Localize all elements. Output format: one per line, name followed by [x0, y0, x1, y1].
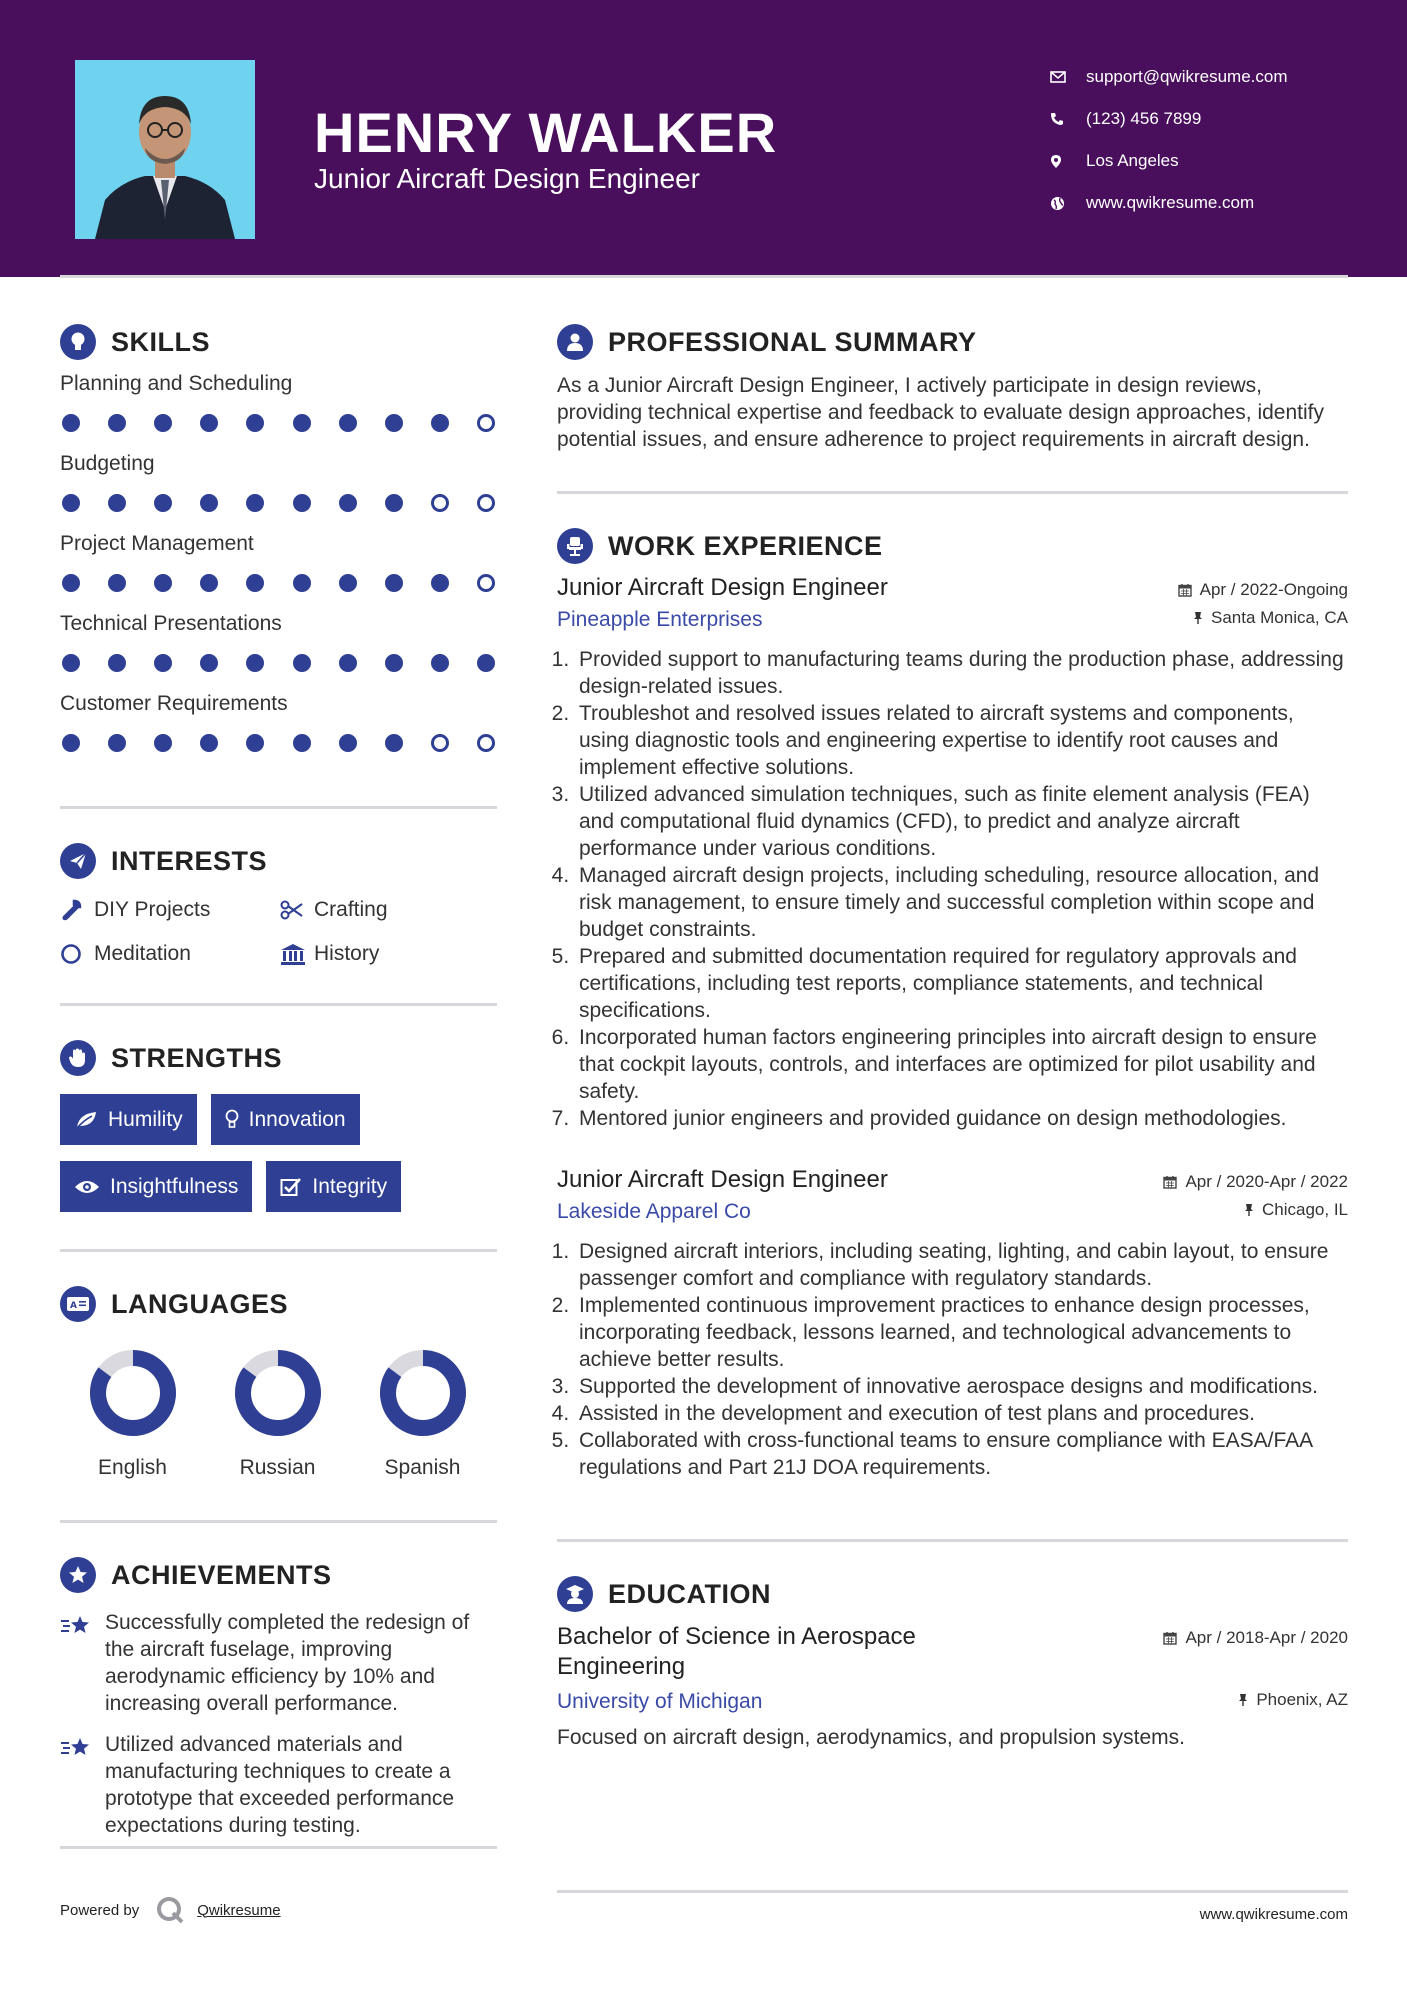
achievement-item: Successfully completed the redesign of the aircraft fuselage, improving aerodynamic efficiency by 10% and increasing overall performance.: [60, 1609, 497, 1717]
lightbulb-icon: [225, 1109, 239, 1131]
job-title: Junior Aircraft Design Engineer: [557, 574, 888, 601]
paper-plane-icon: [60, 843, 96, 879]
list-item: 5. Collaborated with cross-functional teams to ensure compliance with EASA/FAA regulations and Part 21J DOA requirements.: [575, 1427, 1348, 1481]
footer-powered-by: Powered by Qwikresume: [60, 1895, 281, 1925]
rating-dot-empty: [431, 734, 449, 752]
rating-dot-filled: [62, 414, 80, 432]
calendar-icon: [1163, 1631, 1177, 1645]
list-item: 2. Implemented continuous improvement practices to enhance design processes, incorporating feedback, lessons learned, and technological advancements to achieve better results.: [575, 1292, 1348, 1373]
contact-email[interactable]: [1050, 56, 1288, 98]
skill-rating: [60, 480, 497, 526]
rating-dot-filled: [246, 494, 264, 512]
rating-dot-filled: [200, 574, 218, 592]
strength-tag: Humility: [60, 1094, 197, 1145]
footer-website-link[interactable]: www.qwikresume.com: [1199, 1906, 1348, 1923]
location-pin-icon: [1050, 154, 1086, 169]
profile-photo: [75, 60, 255, 239]
language-item: Russian: [205, 1348, 350, 1480]
skill-rating: [60, 720, 497, 766]
rating-dot-empty: [477, 414, 495, 432]
skill-name: Project Management: [60, 532, 254, 555]
contact-phone[interactable]: [1050, 98, 1288, 140]
eye-icon: [74, 1179, 100, 1195]
list-item: 1. Designed aircraft interiors, including seating, lighting, and cabin layout, to ensure passenger comfort and compliance with regulatory standards.: [575, 1238, 1348, 1292]
resume-header: [0, 0, 1407, 277]
skill-name: Customer Requirements: [60, 692, 288, 715]
language-level-chart: [378, 1348, 468, 1438]
company-name: Lakeside Apparel Co: [557, 1200, 751, 1223]
skills-list: [60, 372, 497, 766]
rating-dot-filled: [200, 734, 218, 752]
interests-heading: INTERESTS: [60, 837, 497, 885]
left-column: [60, 318, 497, 1839]
list-item: 4. Managed aircraft design projects, including scheduling, resource allocation, and risk management, to ensure timely and successful completion within scope and budget constraints.: [575, 862, 1348, 943]
section-divider: [60, 1520, 497, 1523]
rating-dot-filled: [62, 574, 80, 592]
strength-tag: Innovation: [211, 1094, 360, 1145]
contact-location-text: Los Angeles: [1086, 151, 1179, 170]
rating-dot-filled: [246, 574, 264, 592]
rating-dot-filled: [62, 654, 80, 672]
education-description: Focused on aircraft design, aerodynamics, and propulsion systems.: [557, 1726, 1185, 1749]
user-icon: [557, 324, 593, 360]
interest-item: Crafting: [280, 895, 497, 925]
strength-tag: Insightfulness: [60, 1161, 252, 1212]
languages-heading: A LANGUAGES: [60, 1280, 497, 1328]
strengths-list: [60, 1094, 497, 1212]
rating-dot-filled: [293, 574, 311, 592]
skill-name: Planning and Scheduling: [60, 372, 293, 395]
rating-dot-filled: [339, 494, 357, 512]
list-item: 7. Mentored junior engineers and provided guidance on design methodologies.: [575, 1105, 1348, 1132]
scissors-icon: [280, 900, 314, 920]
interest-item: History: [280, 939, 497, 969]
header-divider: [60, 275, 1348, 278]
calendar-icon: [1178, 583, 1192, 597]
degree-title: Bachelor of Science in Aerospace Engineering: [557, 1623, 916, 1680]
language-level-chart: [88, 1348, 178, 1438]
rating-dot-filled: [339, 574, 357, 592]
job-location: Chicago, IL: [1244, 1200, 1348, 1220]
rating-dot-filled: [431, 574, 449, 592]
office-chair-icon: [557, 528, 593, 564]
skill-rating: [60, 640, 497, 686]
rating-dot-filled: [339, 654, 357, 672]
contact-location: [1050, 140, 1288, 182]
rating-dot-filled: [293, 734, 311, 752]
rating-dot-filled: [154, 734, 172, 752]
job-date: Apr / 2020-Apr / 2022: [1163, 1166, 1348, 1192]
summary-text: As a Junior Aircraft Design Engineer, I actively participate in design reviews, providing technical expertise and feedback to evaluate design approaches, identify potential issues, and ensure adherence to project requirements in aircraft design.: [557, 374, 1325, 451]
pushpin-icon: [1238, 1693, 1248, 1707]
rating-dot-filled: [246, 414, 264, 432]
pushpin-icon: [1244, 1203, 1254, 1217]
rating-dot-filled: [431, 654, 449, 672]
company-name: Pineapple Enterprises: [557, 608, 763, 631]
wrench-icon: [60, 899, 94, 921]
right-column: [557, 318, 1348, 1751]
skills-heading: SKILLS: [60, 318, 497, 366]
education-location: Phoenix, AZ: [1238, 1690, 1348, 1710]
language-icon: [60, 1286, 96, 1322]
contact-list: [1050, 56, 1288, 224]
interests-list: [60, 895, 497, 969]
list-item: 3. Supported the development of innovative aerospace designs and modifications.: [575, 1373, 1348, 1400]
rating-dot-filled: [385, 494, 403, 512]
candidate-name: HENRY WALKER: [314, 101, 778, 164]
candidate-title: Junior Aircraft Design Engineer: [314, 163, 700, 194]
rating-dot-filled: [431, 414, 449, 432]
achievement-item: Utilized advanced materials and manufacturing techniques to create a prototype that exceeded performance expectations during testing.: [60, 1731, 497, 1839]
languages-list: [60, 1348, 497, 1480]
rating-dot-filled: [200, 414, 218, 432]
rating-dot-filled: [62, 734, 80, 752]
skill-name: Technical Presentations: [60, 612, 282, 635]
rating-dot-filled: [385, 734, 403, 752]
rating-dot-filled: [154, 574, 172, 592]
rating-dot-filled: [385, 414, 403, 432]
interest-item: DIY Projects: [60, 895, 280, 925]
contact-email-text: support@qwikresume.com: [1086, 67, 1288, 86]
rating-dot-filled: [293, 494, 311, 512]
footer-divider-left: [60, 1846, 497, 1849]
pushpin-icon: [1193, 611, 1203, 625]
contact-website-text: www.qwikresume.com: [1086, 193, 1255, 212]
job-date: Apr / 2022-Ongoing: [1178, 574, 1348, 600]
star-badge-icon: [60, 1557, 96, 1593]
language-item: English: [60, 1348, 205, 1480]
rating-dot-empty: [477, 574, 495, 592]
calendar-icon: [1163, 1175, 1177, 1189]
school-name: University of Michigan: [557, 1690, 763, 1713]
rating-dot-filled: [108, 654, 126, 672]
rating-dot-filled: [385, 574, 403, 592]
summary-heading: PROFESSIONAL SUMMARY: [557, 318, 1348, 366]
rating-dot-filled: [108, 494, 126, 512]
rating-dot-filled: [477, 654, 495, 672]
graduate-icon: [557, 1576, 593, 1612]
section-divider: [557, 491, 1348, 494]
phone-icon: [1050, 112, 1086, 126]
section-divider: [60, 1003, 497, 1006]
rating-dot-filled: [62, 494, 80, 512]
section-divider: [557, 1539, 1348, 1542]
contact-website[interactable]: [1050, 182, 1288, 224]
museum-icon: [280, 943, 314, 965]
rating-dot-filled: [246, 734, 264, 752]
rating-dot-empty: [477, 494, 495, 512]
skill-rating: [60, 400, 497, 446]
rating-dot-filled: [108, 414, 126, 432]
skill-rating: [60, 560, 497, 606]
rating-dot-filled: [339, 414, 357, 432]
job-location: Santa Monica, CA: [1193, 608, 1348, 628]
interest-item: Meditation: [60, 939, 280, 969]
rating-dot-filled: [108, 734, 126, 752]
rating-dot-filled: [385, 654, 403, 672]
rating-dot-filled: [200, 654, 218, 672]
rating-dot-filled: [293, 654, 311, 672]
rating-dot-filled: [154, 414, 172, 432]
qwikresume-link[interactable]: Qwikresume: [197, 1901, 281, 1919]
list-item: 6. Incorporated human factors engineering principles into aircraft design to ensure that cockpit layouts, controls, and interfaces are optimized for pilot usability and safety.: [575, 1024, 1348, 1105]
language-item: Spanish: [350, 1348, 495, 1480]
lightbulb-icon: [60, 324, 96, 360]
rating-dot-filled: [339, 734, 357, 752]
rating-dot-filled: [154, 494, 172, 512]
list-item: 1. Provided support to manufacturing teams during the production phase, addressing design-related issues.: [575, 646, 1348, 700]
job-bullets: [557, 646, 1348, 1132]
strengths-heading: STRENGTHS: [60, 1034, 497, 1082]
education-date: Apr / 2018-Apr / 2020: [1163, 1622, 1348, 1648]
qwikresume-logo-icon: [155, 1895, 185, 1925]
achievements-heading: ACHIEVEMENTS: [60, 1551, 497, 1599]
education-heading: EDUCATION: [557, 1570, 1348, 1618]
job-title: Junior Aircraft Design Engineer: [557, 1166, 888, 1193]
shooting-star-icon: [60, 1609, 105, 1717]
skill-name: Budgeting: [60, 452, 155, 475]
rating-dot-filled: [200, 494, 218, 512]
experience-heading: WORK EXPERIENCE: [557, 522, 1348, 570]
rating-dot-filled: [108, 574, 126, 592]
globe-icon: [1050, 196, 1086, 211]
list-item: 2. Troubleshot and resolved issues related to aircraft systems and components, using diagnostic tools and engineering expertise to identify root causes and implement effective solutions.: [575, 700, 1348, 781]
envelope-icon: [1050, 71, 1086, 83]
rating-dot-empty: [431, 494, 449, 512]
hand-icon: [60, 1040, 96, 1076]
section-divider: [60, 1249, 497, 1252]
footer-divider-right: [557, 1890, 1348, 1893]
job-bullets: [557, 1238, 1348, 1481]
job-entry: [557, 574, 1348, 1132]
language-level-chart: [233, 1348, 323, 1438]
list-item: 4. Assisted in the development and execution of test plans and procedures.: [575, 1400, 1348, 1427]
job-entry: [557, 1166, 1348, 1481]
rating-dot-filled: [154, 654, 172, 672]
rating-dot-filled: [293, 414, 311, 432]
rating-dot-empty: [477, 734, 495, 752]
check-square-icon: [280, 1177, 302, 1197]
section-divider: [60, 806, 497, 809]
circle-icon: [60, 943, 94, 965]
strength-tag: Integrity: [266, 1161, 401, 1212]
list-item: 3. Utilized advanced simulation techniques, such as finite element analysis (FEA) and computational fluid dynamics (CFD), to predict and analyze aircraft performance under various conditions.: [575, 781, 1348, 862]
rating-dot-filled: [246, 654, 264, 672]
shooting-star-icon: [60, 1731, 105, 1839]
svg-text:A: A: [70, 1301, 77, 1311]
contact-phone-text: (123) 456 7899: [1086, 109, 1202, 128]
leaf-icon: [74, 1110, 98, 1130]
list-item: 5. Prepared and submitted documentation required for regulatory approvals and certifications, including test reports, compliance statements, and technical specifications.: [575, 943, 1348, 1024]
